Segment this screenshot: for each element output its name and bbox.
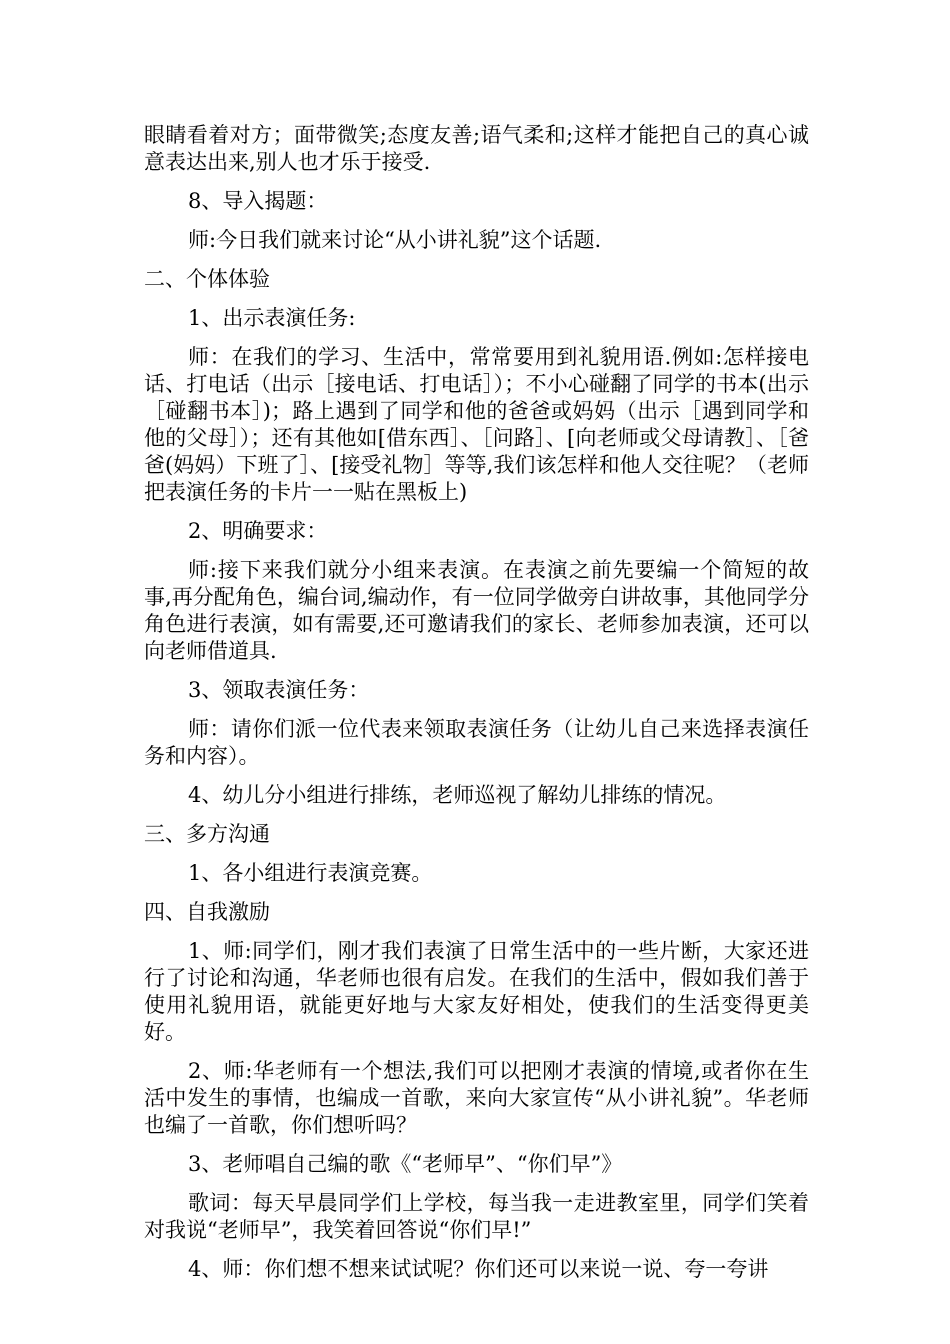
paragraph-teacher-song-idea: 2、师:华老师有一个想法,我们可以把刚才表演的情境,或者你在生活中发生的事情，也编成一首歌，来向大家宣传“从小讲礼貌”。华老师也编了一首歌，你们想听吗？ [144, 1059, 809, 1137]
paragraph-teacher-tasks: 师：在我们的学习、生活中，常常要用到礼貌用语.例如:怎样接电话、打电话（出示［接电话、打电话］）；不小心碰翻了同学的书本(出示［碰翻书本］)；路上遇到了同学和他的爸爸或妈妈（出示［遇到同学和他的父母］）；还有其他如[借东西］、［问路］、[向老师或父母请教］、［爸爸(妈妈）下班了］、[接受礼物］等等,我们该怎样和他人交往呢？（老师把表演任务的卡片一一贴在黑板上) [144, 345, 809, 504]
paragraph-competition: 1、各小组进行表演竞赛。 [188, 861, 433, 885]
paragraph-lyrics: 歌词：每天早晨同学们上学校，每当我一走进教室里，同学们笑着对我说“老师早”，我笑着回答说“你们早!” [144, 1191, 809, 1242]
paragraph-item-2: 2、明确要求： [188, 519, 328, 543]
paragraph-teacher-try: 4、师：你们想不想来试试呢？你们还可以来说一说、夸一夸讲 [188, 1257, 769, 1281]
paragraph-teacher-collect: 师：请你们派一位代表来领取表演任务（让幼儿自己来选择表演任务和内容）。 [144, 717, 809, 768]
paragraph-item-3: 3、领取表演任务： [188, 678, 370, 702]
section-heading-3: 三、多方沟通 [144, 822, 270, 846]
paragraph-item-1: 1、出示表演任务: [188, 306, 356, 330]
paragraph-teacher-groups: 师:接下来我们就分小组来表演。在表演之前先要编一个简短的故事,再分配角色，编台词,编动作，有一位同学做旁白讲故事，其他同学分角色进行表演，如有需要,还可邀请我们的家长、老师参加表演，还可以向老师借道具. [144, 558, 809, 663]
paragraph-item-4: 4、幼儿分小组进行排练，老师巡视了解幼儿排练的情况。 [188, 783, 727, 807]
paragraph-item-8: 8、导入揭题： [188, 189, 328, 213]
paragraph-teacher-summary: 1、师:同学们，刚才我们表演了日常生活中的一些片断，大家还进行了讨论和沟通，华老师也很有启发。在我们的生活中，假如我们善于使用礼貌用语，就能更好地与大家友好相处，使我们的生活变得更美好。 [144, 939, 809, 1044]
paragraph-teacher-intro: 师:今日我们就来讨论“从小讲礼貌”这个话题. [188, 228, 602, 252]
section-heading-4: 四、自我激励 [144, 900, 270, 924]
document-body [144, 122, 809, 1295]
section-heading-2: 二、个体体验 [144, 267, 270, 291]
paragraph-continuation: 眼睛看着对方；面带微笑;态度友善;语气柔和;这样才能把自己的真心诚意表达出来,别人也才乐于接受. [144, 123, 809, 174]
paragraph-teacher-song: 3、老师唱自己编的歌《“老师早”、“你们早”》 [188, 1152, 623, 1176]
